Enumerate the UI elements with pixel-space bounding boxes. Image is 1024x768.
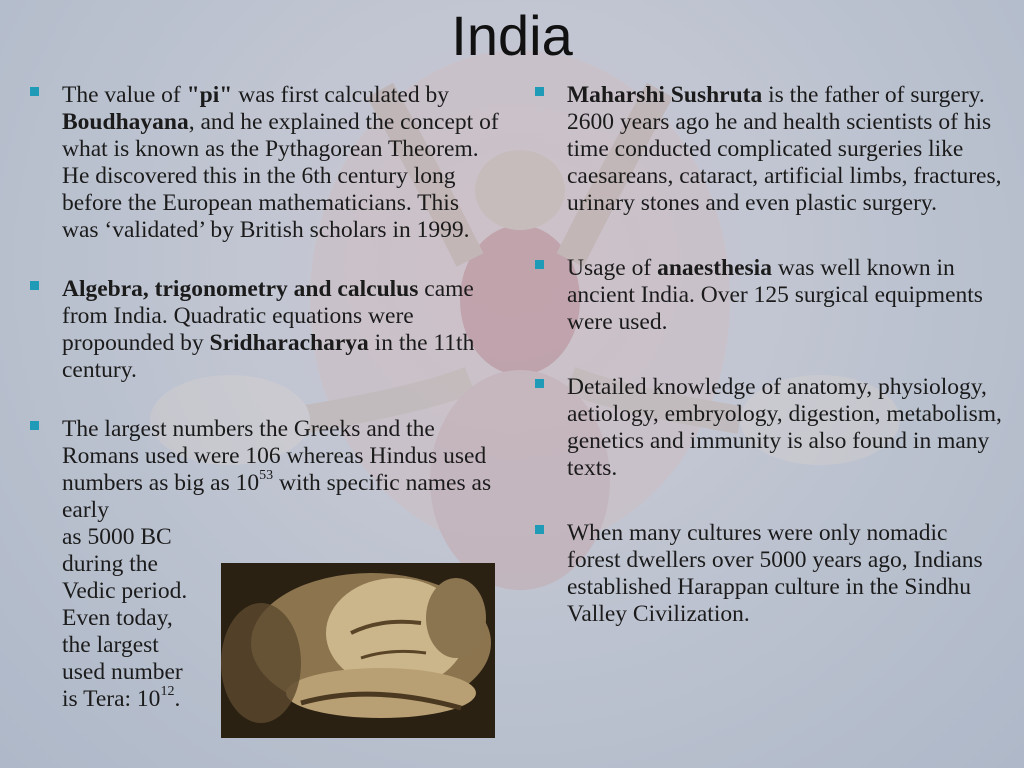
square-bullet-icon	[535, 525, 544, 534]
square-bullet-icon	[30, 281, 39, 290]
bullet-pi	[30, 82, 500, 244]
square-bullet-icon	[535, 379, 544, 388]
bullet-anatomy	[535, 374, 1005, 482]
bullet-text: The largest numbers the Greeks and the Romans used were 106 whereas Hindus used numbers as big as $10^{53}$ with specific names as early	[62, 416, 492, 523]
reclining-buddha-photo	[221, 563, 495, 738]
bullet-text: Usage of anaesthesia was well known in ancient India. Over 125 surgical equipments were used.	[567, 255, 983, 335]
bullet-text: The value of "pi" was first calculated by Boudhayana, and he explained the concept of what is known as the Pythagorean Theorem. He discovered this in the 6th century long before the European mathematicians. This was ‘validated’ by British scholars in 1999.	[62, 82, 499, 243]
bullet-harappan	[535, 520, 1005, 628]
bullet-sushruta	[535, 82, 1005, 217]
bullet-anaesthesia	[535, 255, 1005, 336]
bullet-algebra	[30, 276, 500, 384]
wrapped-text: as 5000 BC during the Vedic period. Even today, the largest used number is Tera: $10^{12}$.	[62, 524, 188, 712]
square-bullet-icon	[30, 421, 39, 430]
bullet-text: Maharshi Sushruta is the father of surgery. 2600 years ago he and health scientists of his time conducted complicated surgeries like caesareans, cataract, artificial limbs, fractures, urinary stones and even plastic surgery.	[567, 82, 1002, 216]
bullet-text: Detailed knowledge of anatomy, physiology, aetiology, embryology, digestion, metabolism, genetics and immunity is also found in many texts.	[567, 374, 1002, 481]
bullet-text: Algebra, trigonometry and calculus came from India. Quadratic equations were propounded by Sridharacharya in the 11th century.	[62, 276, 475, 383]
right-column	[535, 82, 1005, 628]
square-bullet-icon	[535, 87, 544, 96]
slide-title: India	[451, 4, 573, 67]
bullet-text: When many cultures were only nomadic forest dwellers over 5000 years ago, Indians established Harappan culture in the Sindhu Valley Civilization.	[567, 520, 983, 627]
square-bullet-icon	[30, 87, 39, 96]
square-bullet-icon	[535, 260, 544, 269]
